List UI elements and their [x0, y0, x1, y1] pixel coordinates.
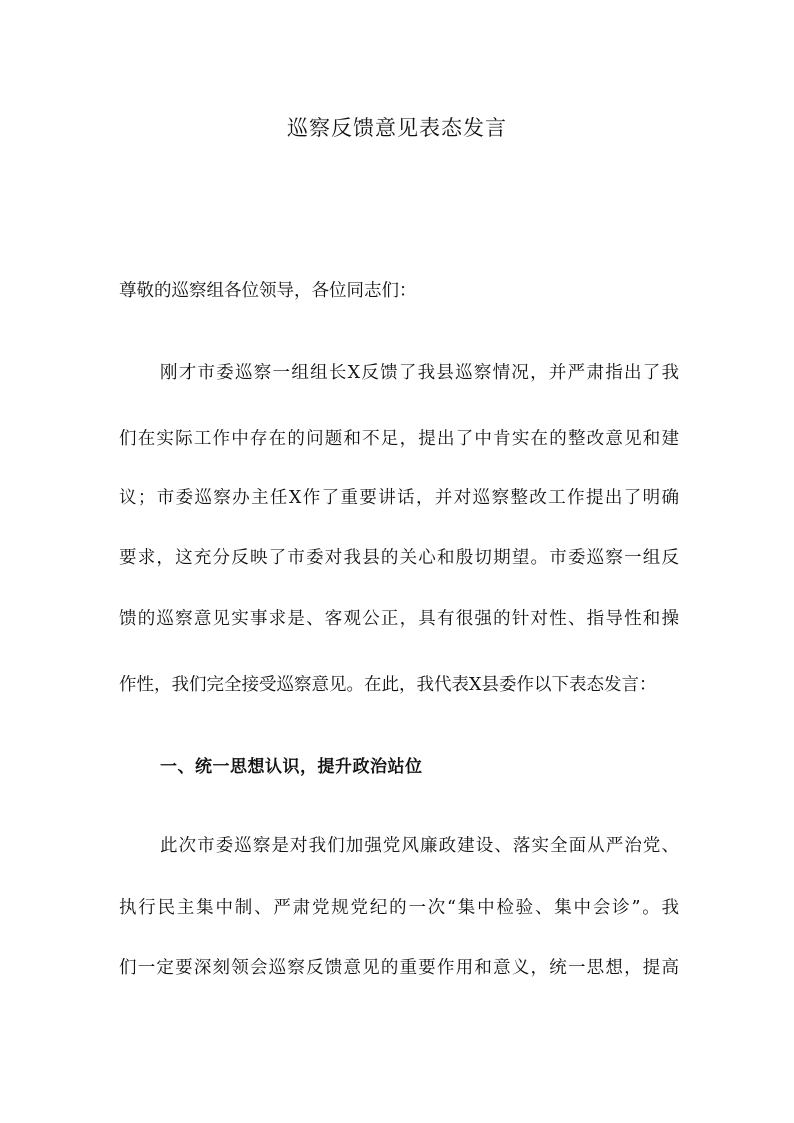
salutation: 尊敬的巡察组各位领导，各位同志们：	[119, 281, 417, 301]
paragraph1-line3: 议；市委巡察办主任X作了重要讲话，并对巡察整改工作提出了明确	[119, 488, 679, 508]
paragraph2-line1: 此次市委巡察是对我们加强党风廉政建设、落实全面从严治党、	[160, 836, 679, 856]
paragraph1-line4: 要求，这充分反映了市委对我县的关心和殷切期望。市委巡察一组反	[119, 548, 679, 568]
document-title: 巡察反馈意见表态发言	[287, 116, 507, 140]
paragraph2-line3: 们一定要深刻领会巡察反馈意见的重要作用和意义，统一思想，提高	[119, 958, 679, 978]
paragraph1-line5: 馈的巡察意见实事求是、客观公正，具有很强的针对性、指导性和操	[119, 609, 679, 629]
paragraph1-line1: 刚才市委巡察一组组长X反馈了我县巡察情况，并严肃指出了我	[160, 363, 679, 383]
paragraph2-line2: 执行民主集中制、严肃党规党纪的一次“集中检验、集中会诊”。我	[119, 898, 679, 918]
paragraph1-line2: 们在实际工作中存在的问题和不足，提出了中肯实在的整改意见和建	[119, 429, 679, 449]
paragraph1-line6: 作性，我们完全接受巡察意见。在此，我代表X县委作以下表态发言：	[119, 675, 657, 695]
section-heading: 一、统一思想认识，提升政治站位	[160, 757, 423, 777]
